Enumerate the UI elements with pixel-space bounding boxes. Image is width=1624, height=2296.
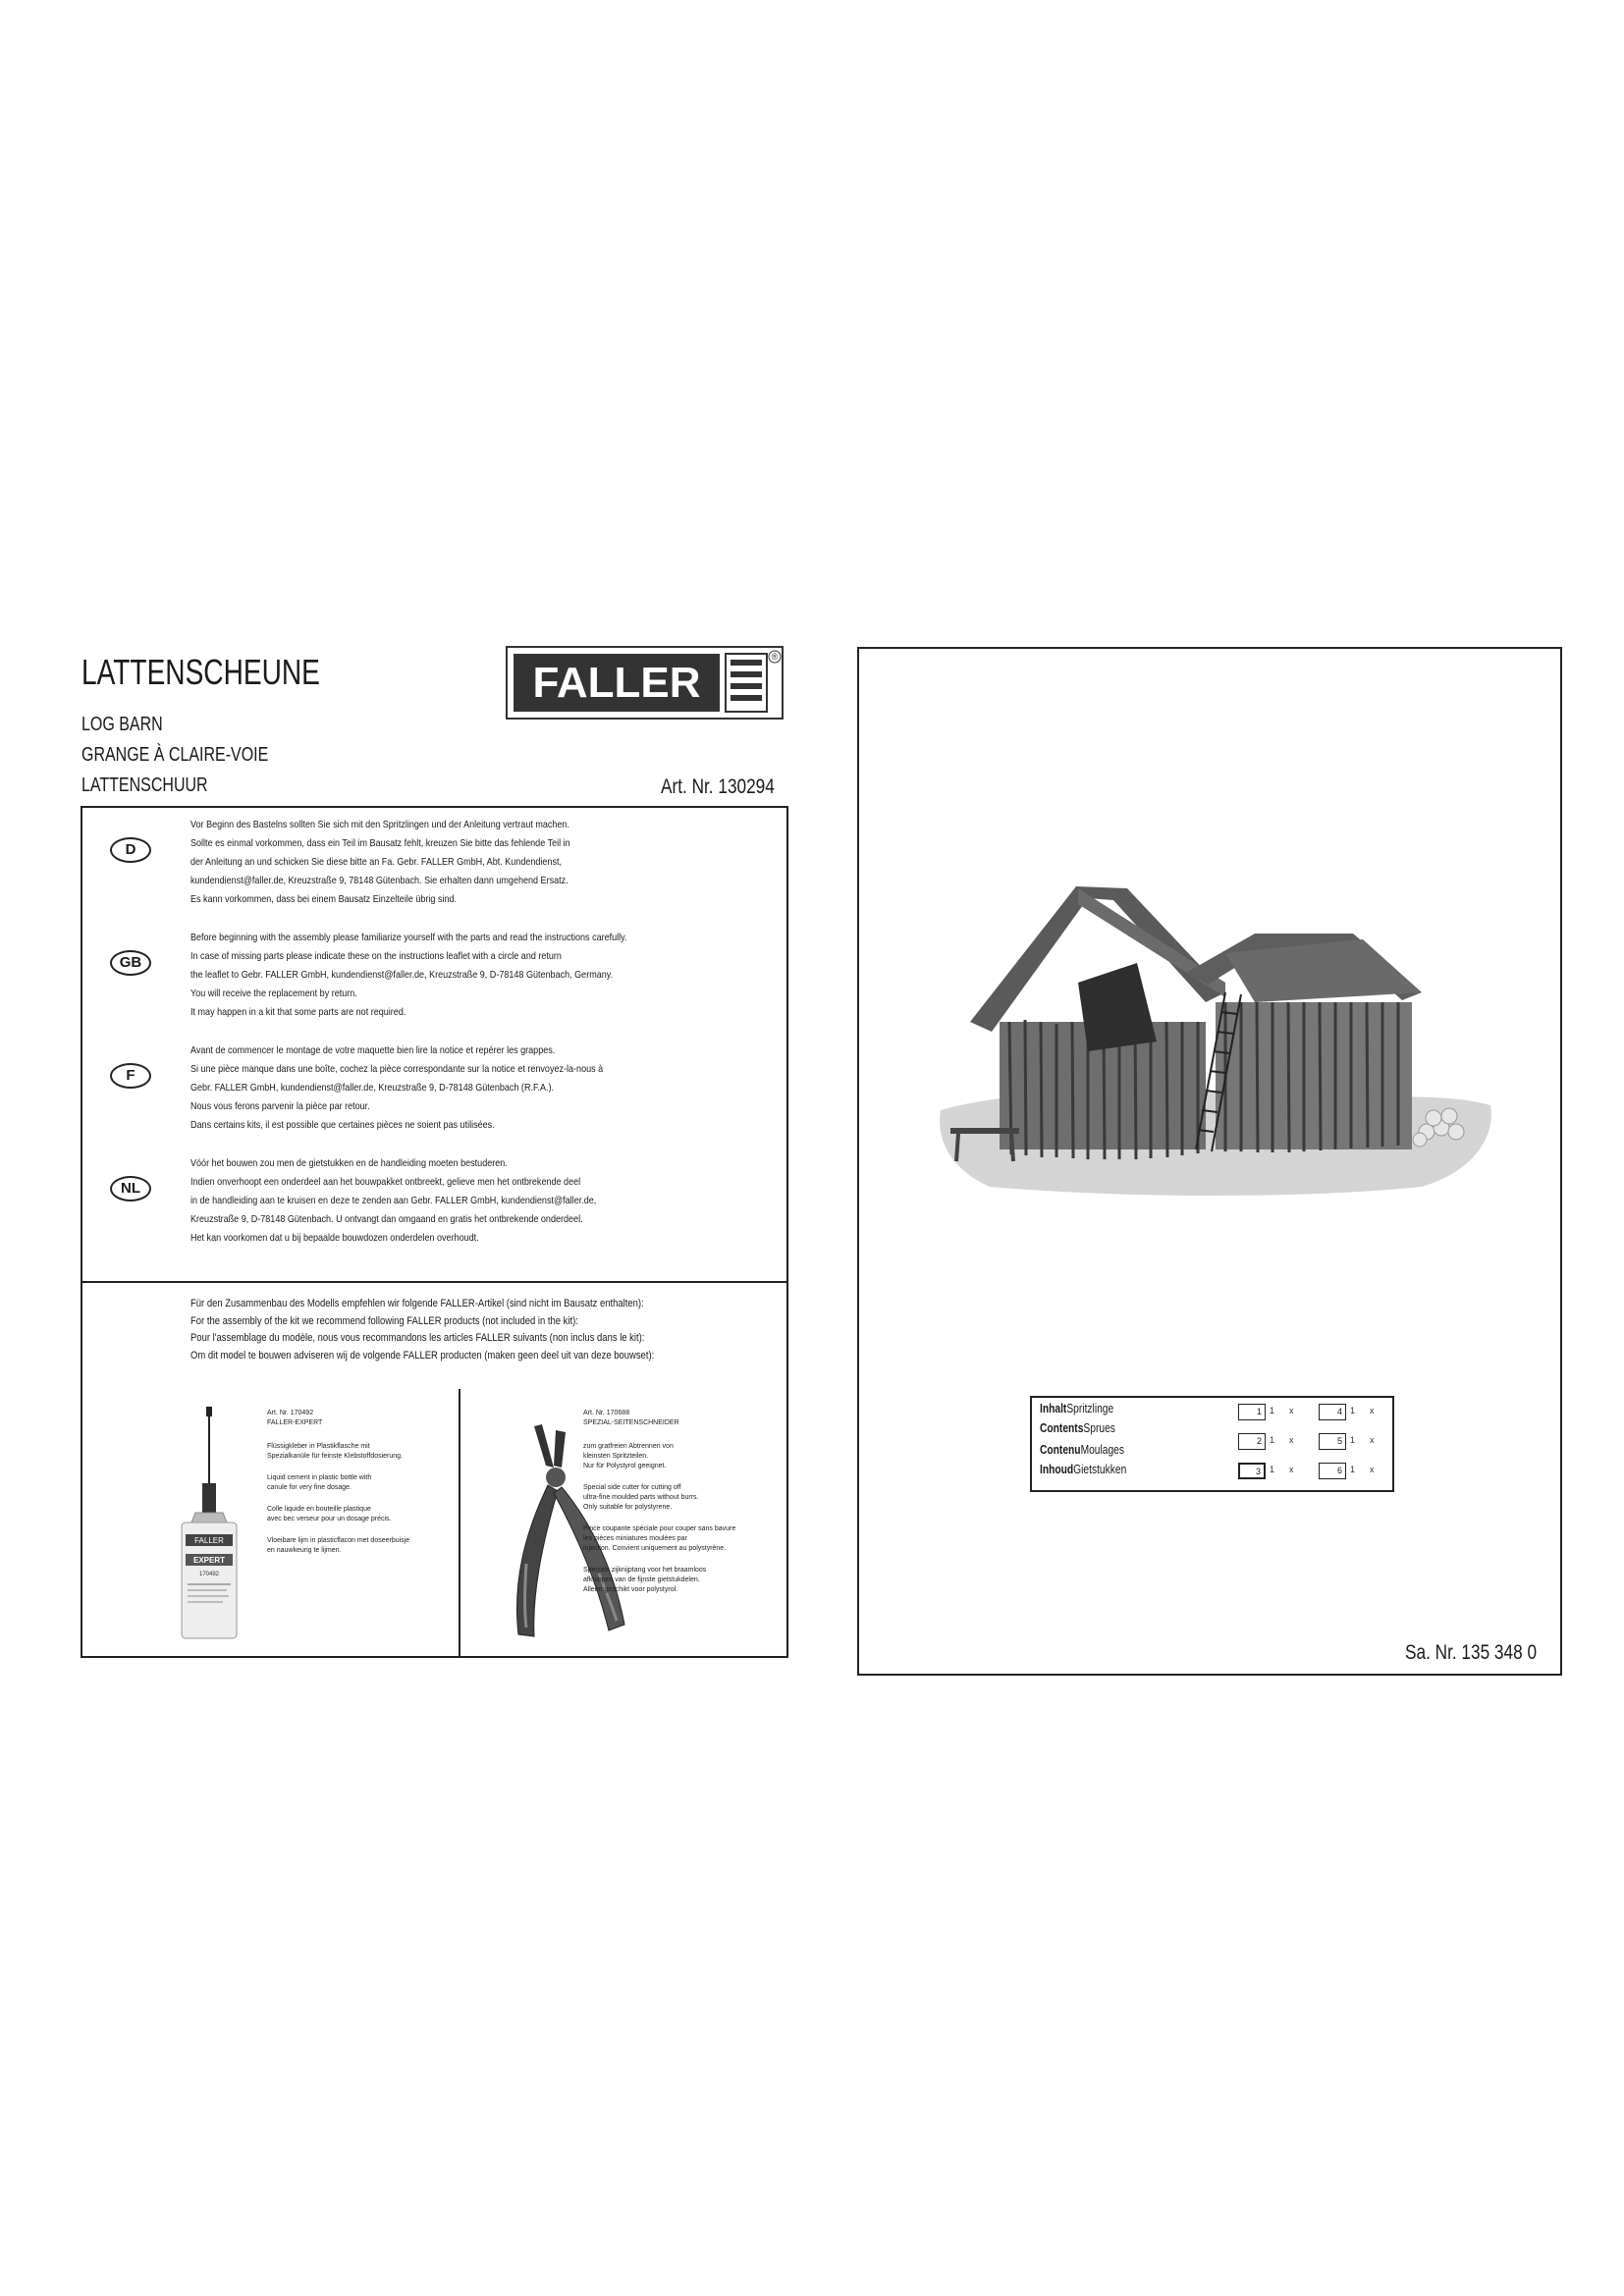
text-line: Alleen geschikt voor polystyrol. [583, 1586, 678, 1593]
text-line: Indien onverhoopt een onderdeel aan het bouwpakket ontbreekt, gelieve men het ontbrekende deel [190, 1176, 581, 1188]
text-line: Es kann vorkommen, dass bei einem Bausatz Einzelteile übrig sind. [190, 893, 458, 905]
text-line: Vóór het bouwen zou men de gietstukken en de handleiding moeten bestuderen. [190, 1157, 508, 1169]
text-line: kleinsten Spritzteilen. [583, 1453, 649, 1460]
sprue-qty: 1 [1350, 1465, 1356, 1474]
text-line: Flüssigkleber in Plastikflasche mit [267, 1443, 370, 1450]
lang-text-nl [190, 1154, 760, 1248]
text-line: Het kan voorkomen dat u bij bepaalde bouwdozen onderdelen overhoudt. [190, 1232, 479, 1244]
text-line: en nauwkeurig te lijmen. [267, 1547, 342, 1554]
text-line: Om dit model te bouwen adviseren wij de volgende FALLER producten (maken geen deel uit van deze bouwset): [190, 1349, 655, 1362]
text-line: canule for very fine dosage. [267, 1484, 352, 1491]
text-line: les pièces miniatures moulées par [583, 1535, 687, 1542]
text-line: Vloeibare lijm in plasticflacon met doseerbuisje [267, 1537, 410, 1544]
recommendation-text [190, 1296, 730, 1364]
text-line: Spezialkanüle für feinste Klebstoffdosierung. [267, 1453, 404, 1460]
product-description [267, 1473, 409, 1493]
sprue-multiplier: x [1370, 1435, 1375, 1445]
logo-wordmark: FALLER [532, 659, 701, 707]
product-description [583, 1566, 735, 1595]
sprue-multiplier: x [1289, 1406, 1294, 1415]
product-name: SPEZIAL-SEITENSCHNEIDER [583, 1419, 679, 1426]
sprue-box: 6 [1319, 1463, 1346, 1479]
text-line: Sollte es einmal vorkommen, dass ein Teil im Bausatz fehlt, kreuzen Sie bitte das fehlende Teil in [190, 837, 570, 849]
contents-label-fr: ContenuMoulages [1040, 1443, 1125, 1457]
text-line: Vor Beginn des Bastelns sollten Sie sich mit den Spritzlingen und der Anleitung vertraut machen. [190, 819, 570, 830]
text-line: Colle liquide en bouteille plastique [267, 1506, 371, 1513]
lang-text-f [190, 1041, 760, 1135]
text-line: Pour l'assemblage du modèle, nous vous recommandons les articles FALLER suivants (non inclus dans le kit): [190, 1332, 645, 1344]
text-line: Liquid cement in plastic bottle with [267, 1474, 372, 1481]
lang-badge-gb: GB [110, 950, 151, 976]
sprue-box: 1 [1238, 1404, 1266, 1420]
text-line: Only suitable for polystyrene. [583, 1504, 673, 1511]
text-line: Kreuzstraße 9, D-78148 Gütenbach. U ontvangt dan omgaand en gratis het ontbrekende onderdeel. [190, 1213, 583, 1225]
text-line: Gebr. FALLER GmbH, kundendienst@faller.de, Kreuzstraße 9, D-78148 Gütenbach (R.F.A.). [190, 1082, 555, 1094]
text-line: zum gratfreien Abtrennen von [583, 1443, 674, 1450]
sprue-qty: 1 [1350, 1406, 1356, 1415]
text-line: der Anleitung an und schicken Sie diese bitte an Fa. Gebr. FALLER GmbH, Abt. Kundendienst, [190, 856, 562, 868]
lang-text-d [190, 816, 760, 909]
text-line: afknippen van de fijnste gietstukdelen. [583, 1576, 700, 1583]
sprue-multiplier: x [1289, 1435, 1294, 1445]
subtitle-nl: LATTENSCHUUR [81, 774, 208, 796]
product-description [583, 1442, 735, 1471]
text-line: in de handleiding aan te kruisen en deze te zenden aan Gebr. FALLER GmbH, kundendienst@faller.de, [190, 1195, 597, 1206]
sprue-multiplier: x [1370, 1406, 1375, 1415]
divider [82, 1281, 786, 1283]
text-line: Dans certains kits, il est possible que certaines pièces ne soient pas utilisées. [190, 1119, 495, 1131]
product-description [583, 1524, 735, 1554]
product-text-glue [267, 1409, 409, 1568]
product-art-nr: Art. Nr. 170492 [267, 1410, 314, 1416]
contents-label-nl: InhoudGietstukken [1040, 1463, 1127, 1476]
bottle-art: 170492 [198, 1572, 220, 1577]
text-line: Pince coupante spéciale pour couper sans bavure [583, 1525, 736, 1532]
product-art-nr: Art. Nr. 170688 [583, 1410, 630, 1416]
contents-label-en: ContentsSprues [1040, 1421, 1115, 1435]
sprue-box: 5 [1319, 1433, 1346, 1450]
text-line: Für den Zusammenbau des Modells empfehlen wir folgende FALLER-Artikel (sind nicht im Bausatz enthalten): [190, 1298, 644, 1309]
text-line: Si une pièce manque dans une boîte, cochez la pièce correspondante sur la notice et renvoyez-la-nous à [190, 1063, 604, 1075]
text-line: Before beginning with the assembly please familiarize yourself with the parts and read the instructions carefully. [190, 932, 627, 943]
divider [459, 1389, 460, 1658]
instructions-box [81, 806, 788, 1658]
article-number: Art. Nr. 130294 [661, 775, 775, 798]
log-barn-image [931, 875, 1500, 1208]
subtitle-en: LOG BARN [81, 714, 163, 735]
text-line: the leaflet to Gebr. FALLER GmbH, kundendienst@faller.de, Kreuzstraße 9, D-78148 Gütenbach, Germany. [190, 969, 614, 981]
model-preview-box [857, 647, 1562, 1676]
contents-label-de: InhaltSpritzlinge [1040, 1402, 1114, 1415]
text-line: Special side cutter for cutting off [583, 1484, 681, 1491]
faller-logo [506, 646, 784, 720]
lang-badge-f: F [110, 1063, 151, 1089]
text-line: Nous vous ferons parvenir la pièce par retour. [190, 1100, 370, 1112]
sprue-multiplier: x [1370, 1465, 1375, 1474]
product-text-cutter [583, 1409, 735, 1607]
lang-badge-nl: NL [110, 1176, 151, 1201]
sprue-qty: 1 [1270, 1465, 1275, 1474]
glue-bottle-image [176, 1407, 243, 1642]
product-description [267, 1505, 409, 1524]
set-number: Sa. Nr. 135 348 0 [1405, 1641, 1538, 1664]
product-description [583, 1483, 735, 1513]
sprue-box: 3 [1238, 1463, 1266, 1479]
text-line: ultra-fine moulded parts without burrs. [583, 1494, 699, 1501]
sprue-box: 2 [1238, 1433, 1266, 1450]
text-line: kundendienst@faller.de, Kreuzstraße 9, 78148 Gütenbach. Sie erhalten dann umgehend Ersatz. [190, 875, 568, 886]
product-name: FALLER-EXPERT [267, 1419, 323, 1426]
text-line: avec bec verseur pour un dosage précis. [267, 1516, 392, 1522]
text-line: Nur für Polystyrol geeignet. [583, 1463, 667, 1469]
registered-mark: ® [771, 652, 779, 662]
sprue-multiplier: x [1289, 1465, 1294, 1474]
sprue-box: 4 [1319, 1404, 1346, 1420]
page-title: LATTENSCHEUNE [81, 652, 320, 692]
text-line: It may happen in a kit that some parts are not required. [190, 1006, 406, 1018]
bottle-label: FALLER [194, 1536, 224, 1545]
product-description [267, 1442, 409, 1462]
text-line: injection. Convient uniquement au polystyrène. [583, 1545, 727, 1552]
text-line: For the assembly of the kit we recommend following FALLER products (not included in the kit): [190, 1314, 578, 1327]
sprue-qty: 1 [1270, 1406, 1275, 1415]
text-line: In case of missing parts please indicate these on the instructions leaflet with a circle and return [190, 950, 562, 962]
lang-text-gb [190, 929, 760, 1022]
text-line: Speciale zijknijptang voor het braamloos [583, 1567, 707, 1574]
contents-box [1030, 1396, 1394, 1492]
product-description [267, 1536, 409, 1556]
subtitle-fr: GRANGE À CLAIRE-VOIE [81, 744, 269, 766]
sprue-qty: 1 [1350, 1435, 1356, 1445]
bottle-brand: EXPERT [192, 1556, 226, 1565]
text-line: Avant de commencer le montage de votre maquette bien lire la notice et repérer les grappes. [190, 1044, 556, 1056]
sprue-qty: 1 [1270, 1435, 1275, 1445]
lang-badge-d: D [110, 837, 151, 863]
text-line: You will receive the replacement by return. [190, 988, 357, 999]
